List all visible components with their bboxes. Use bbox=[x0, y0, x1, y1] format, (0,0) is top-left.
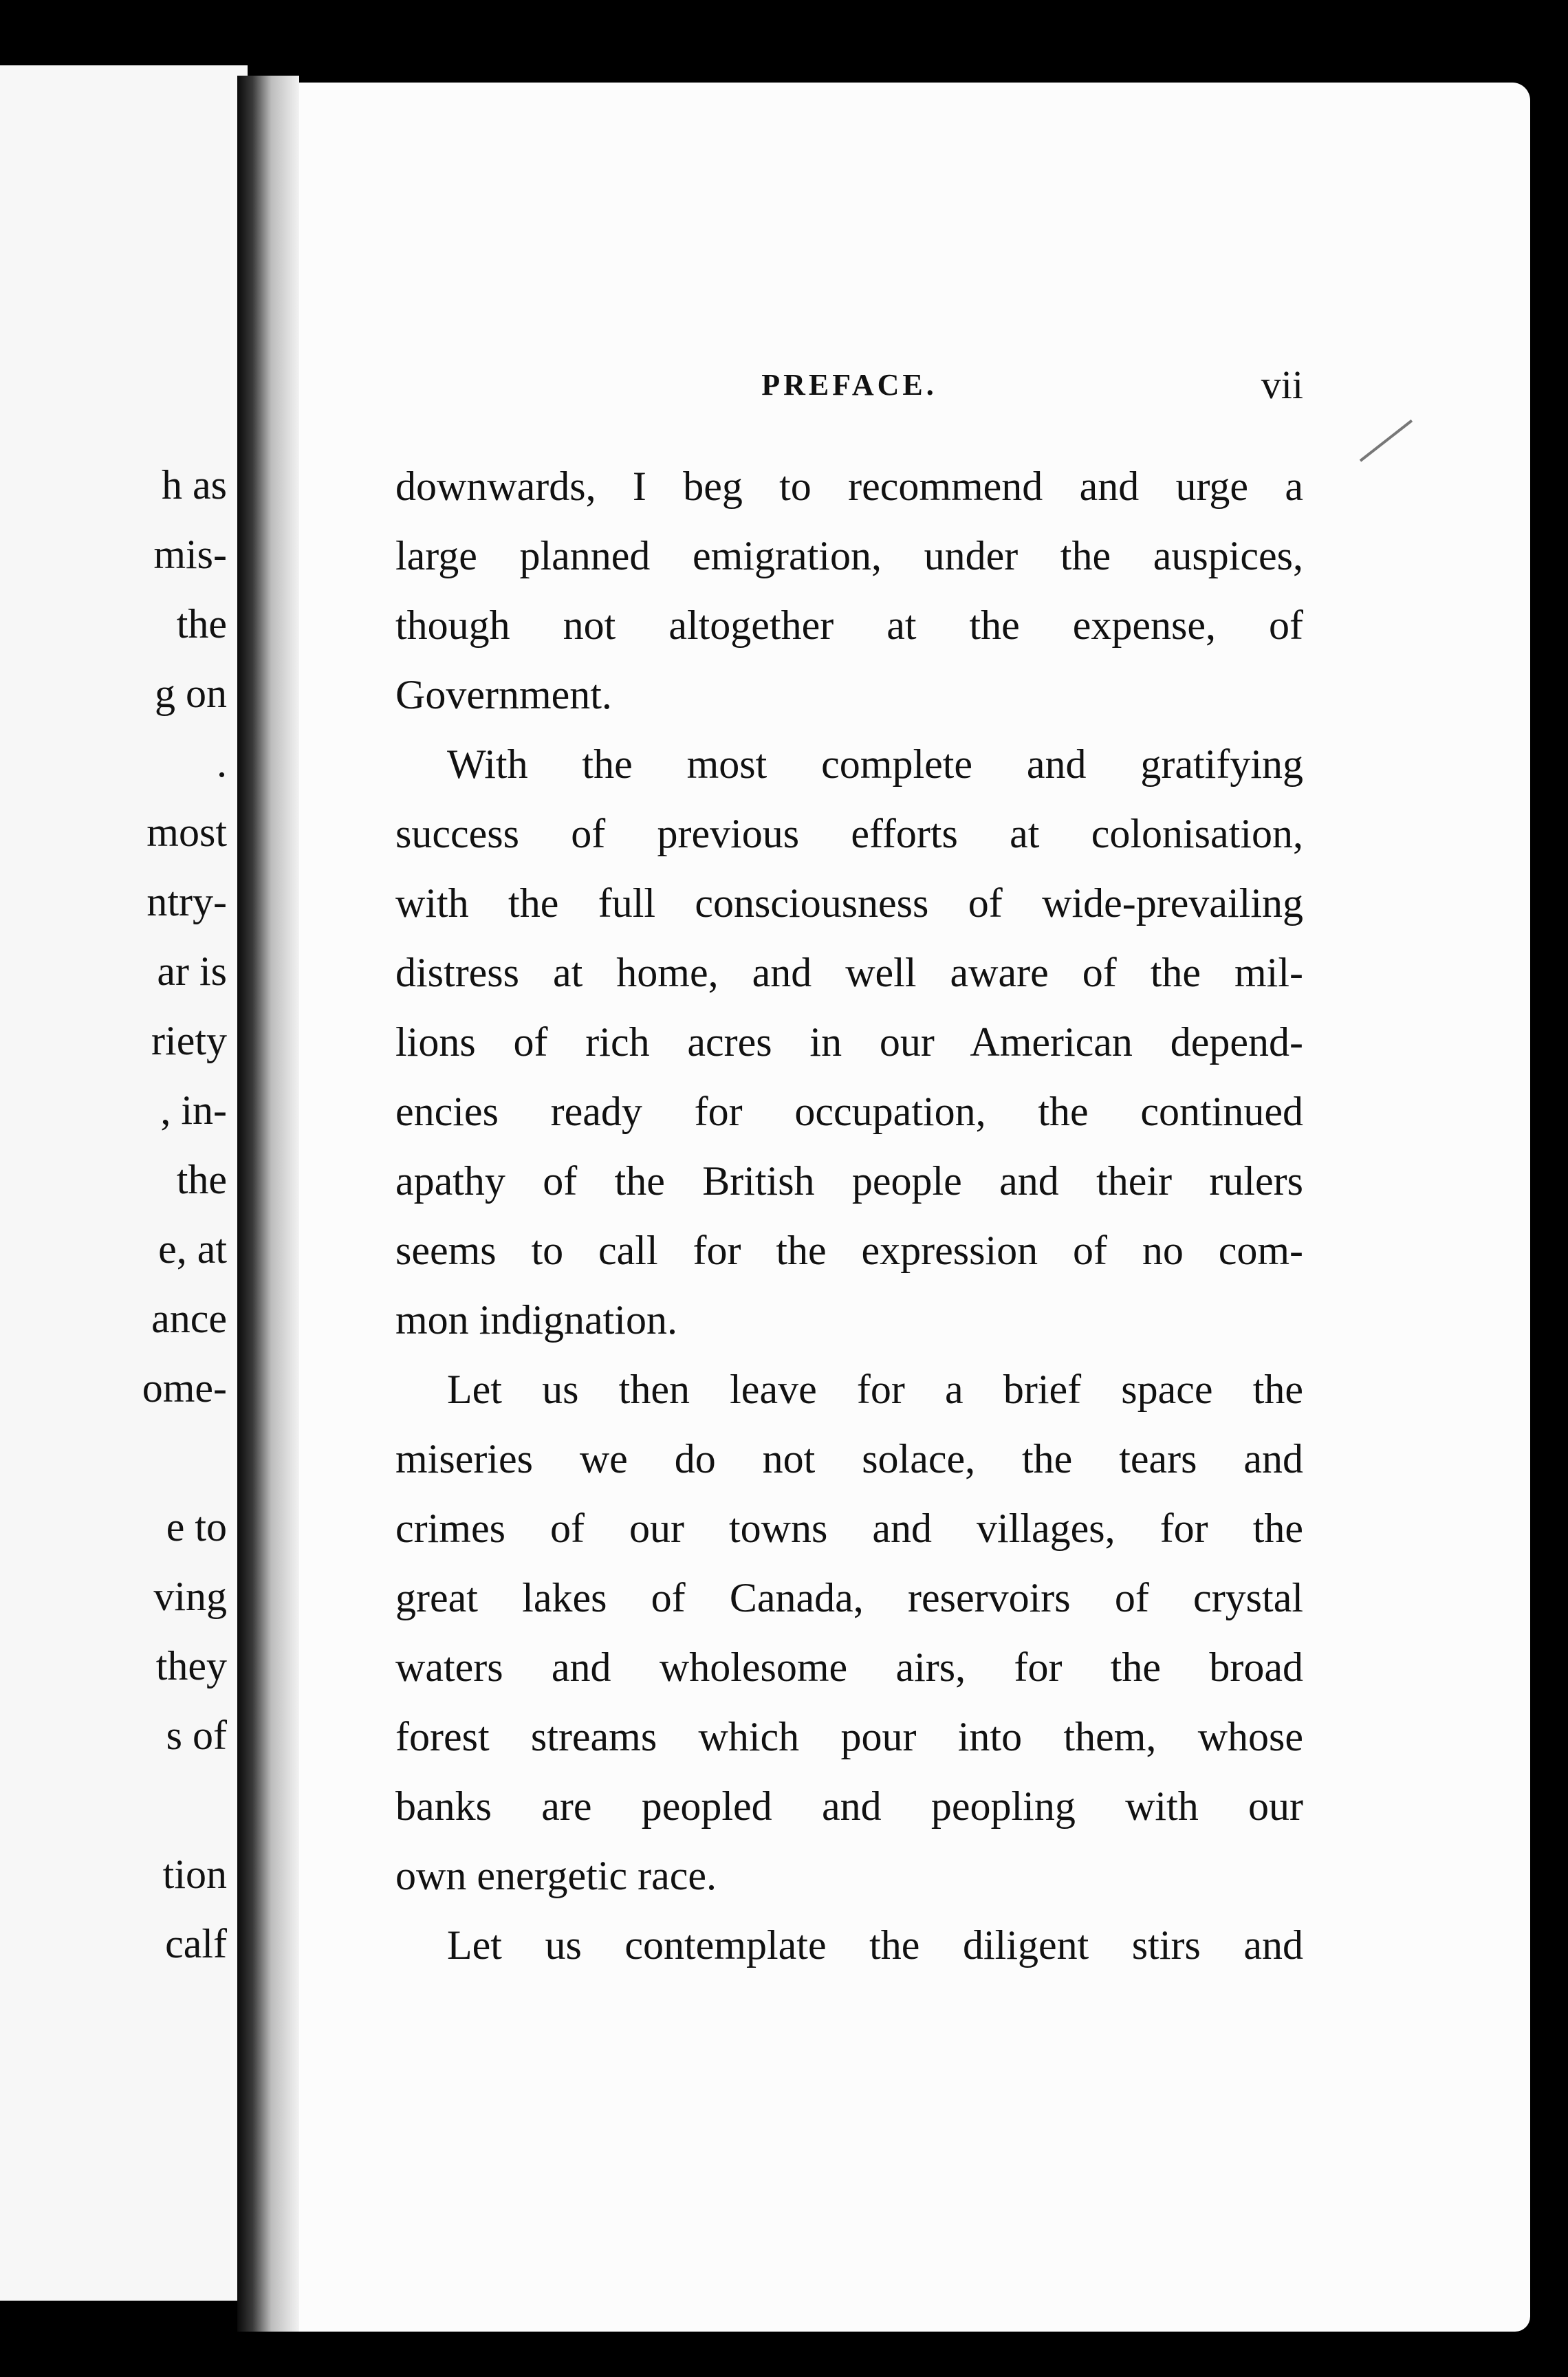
text-line: encies ready for occupation, the continued bbox=[395, 1089, 1303, 1134]
facing-page-line: calf bbox=[165, 1921, 227, 1966]
facing-page-line: ntry- bbox=[146, 879, 227, 924]
text-line: lions of rich acres in our American depend- bbox=[395, 1019, 1303, 1065]
book-gutter bbox=[237, 76, 299, 2332]
running-head: PREFACE. bbox=[761, 368, 937, 402]
facing-page-line: ance bbox=[151, 1296, 227, 1341]
text-line: banks are peopled and peopling with our bbox=[395, 1783, 1303, 1829]
facing-page-line: . bbox=[217, 740, 227, 785]
paragraph bbox=[395, 1355, 1303, 1911]
paragraph bbox=[395, 452, 1303, 730]
facing-page-line: the bbox=[176, 1157, 227, 1202]
text-line: forest streams which pour into them, whose bbox=[395, 1714, 1303, 1759]
page-body bbox=[395, 452, 1303, 1980]
text-line: Let us then leave for a brief space the bbox=[447, 1367, 1303, 1412]
facing-page-line: e, at bbox=[158, 1226, 227, 1272]
text-line: own energetic race. bbox=[395, 1853, 717, 1898]
text-line: though not altogether at the expense, of bbox=[395, 603, 1303, 648]
facing-page-line: ar is bbox=[157, 948, 227, 994]
text-line: great lakes of Canada, reservoirs of crystal bbox=[395, 1575, 1303, 1620]
text-line: large planned emigration, under the auspices, bbox=[395, 533, 1303, 578]
facing-page-line: ome- bbox=[142, 1365, 227, 1411]
facing-page-line: ving bbox=[153, 1574, 227, 1619]
text-line: with the full consciousness of wide-prevailing bbox=[395, 880, 1303, 926]
facing-page-line: riety bbox=[151, 1018, 227, 1063]
facing-page-fragment bbox=[0, 65, 248, 2301]
text-line: success of previous efforts at colonisation, bbox=[395, 811, 1303, 856]
text-line: waters and wholesome airs, for the broad bbox=[395, 1645, 1303, 1690]
facing-page-line: they bbox=[155, 1643, 227, 1689]
text-line: downwards, I beg to recommend and urge a bbox=[395, 464, 1303, 509]
facing-page-line: h as bbox=[162, 462, 227, 508]
paragraph bbox=[395, 730, 1303, 1355]
text-line: mon indignation. bbox=[395, 1297, 677, 1343]
paragraph bbox=[395, 1911, 1303, 1980]
page-header bbox=[395, 361, 1303, 409]
text-line: Let us contemplate the diligent stirs and bbox=[447, 1922, 1303, 1968]
text-line: apathy of the British people and their rulers bbox=[395, 1158, 1303, 1204]
text-line: crimes of our towns and villages, for the bbox=[395, 1506, 1303, 1551]
text-line: Government. bbox=[395, 672, 612, 717]
facing-page-line: s of bbox=[166, 1713, 227, 1758]
text-line: seems to call for the expression of no com- bbox=[395, 1228, 1303, 1273]
facing-page-line: g on bbox=[155, 671, 227, 716]
text-line: miseries we do not solace, the tears and bbox=[395, 1436, 1303, 1481]
page-number: vii bbox=[1261, 362, 1303, 407]
text-line: distress at home, and well aware of the mil- bbox=[395, 950, 1303, 995]
text-line: With the most complete and gratifying bbox=[447, 741, 1303, 787]
facing-page-line: mis- bbox=[153, 532, 227, 577]
facing-page-line: , in- bbox=[160, 1087, 227, 1133]
facing-page-line: e to bbox=[166, 1504, 227, 1550]
facing-page-line: the bbox=[176, 601, 227, 647]
facing-page-line: most bbox=[146, 810, 227, 855]
facing-page-line: tion bbox=[162, 1852, 227, 1897]
